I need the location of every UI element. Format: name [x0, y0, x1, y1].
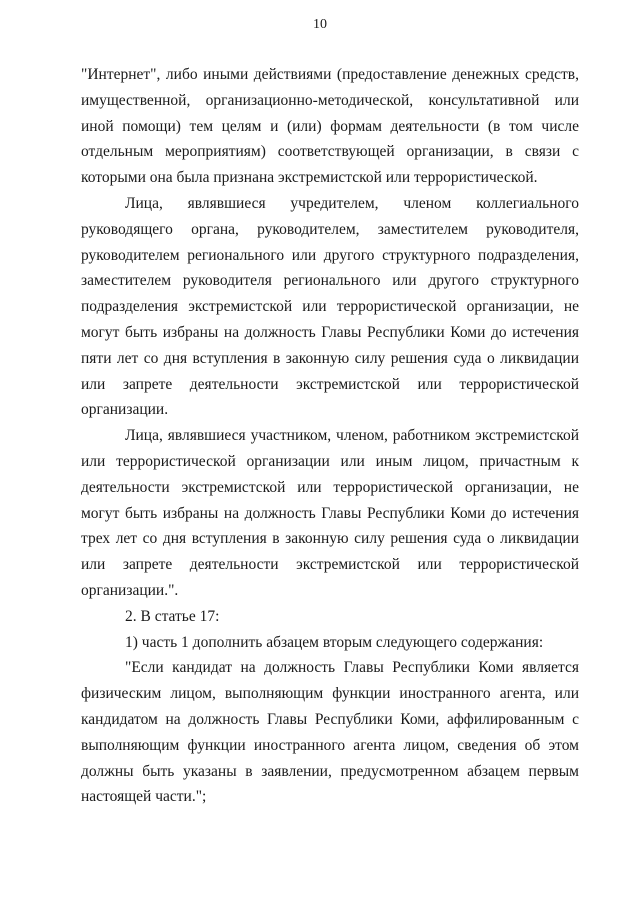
text-line: выполняющим функции иностранного агента лицом, сведения об этом: [81, 736, 579, 754]
text-line: 1) часть 1 дополнить абзацем вторым следующего содержания:: [125, 633, 544, 651]
page-number: 10: [313, 17, 327, 32]
text-line: физическим лицом, выполняющим функции иностранного агента, или: [81, 685, 579, 703]
text-line: которыми она была признана экстремистской или террористической.: [81, 169, 538, 187]
text-line: должны быть указаны в заявлении, предусмотренном абзацем первым: [81, 762, 579, 780]
text-line: отдельным мероприятиям) соответствующей организации, в связи с: [81, 143, 579, 161]
text-line: настоящей части.";: [81, 788, 207, 806]
text-line: руководящего органа, руководителем, заместителем руководителя,: [81, 220, 579, 238]
paragraph-4: [81, 604, 579, 630]
paragraph-3: [81, 423, 579, 604]
text-line: или запрете деятельности экстремистской или террористической: [81, 556, 579, 574]
text-line: имущественной, организационно-методической, консультативной или: [81, 91, 579, 109]
text-line: организации.".: [81, 581, 179, 599]
text-line: кандидатом на должность Главы Республики Коми, аффилированным с: [81, 710, 579, 728]
paragraph-1: [81, 62, 579, 191]
paragraph-2: [81, 191, 579, 423]
text-line: могут быть избраны на должность Главы Республики Коми до истечения: [81, 504, 579, 522]
text-line: 2. В статье 17:: [125, 607, 220, 625]
text-line: или террористической организации или иным лицом, причастным к: [81, 452, 579, 470]
text-line: могут быть избраны на должность Главы Республики Коми до истечения: [81, 323, 579, 341]
text-line: "Интернет", либо иными действиями (предоставление денежных средств,: [81, 66, 579, 83]
paragraph-5: [81, 630, 579, 656]
text-line: трех лет со дня вступления в законную силу решения суда о ликвидации: [81, 530, 579, 548]
text-line: заместителем руководителя регионального или другого структурного: [81, 272, 579, 290]
text-line: деятельности экстремистской или террористической организации, не: [81, 478, 579, 496]
text-line: Лица, являвшиеся участником, членом, работником экстремистской: [125, 427, 579, 445]
paragraph-6: [81, 655, 579, 810]
text-line: пяти лет со дня вступления в законную силу решения суда о ликвидации: [81, 349, 579, 367]
document-body: [81, 62, 579, 810]
text-line: иной помощи) тем целям и (или) формам деятельности (в том числе: [81, 117, 579, 135]
text-line: подразделения экстремистской или террористической организации, не: [81, 298, 579, 316]
text-line: Лица, являвшиеся учредителем, членом коллегиального: [125, 194, 579, 212]
text-line: руководителем регионального или другого структурного подразделения,: [81, 246, 579, 264]
text-line: "Если кандидат на должность Главы Республики Коми является: [125, 659, 579, 677]
text-line: организации.: [81, 401, 169, 419]
text-line: или запрете деятельности экстремистской или террористической: [81, 375, 579, 393]
